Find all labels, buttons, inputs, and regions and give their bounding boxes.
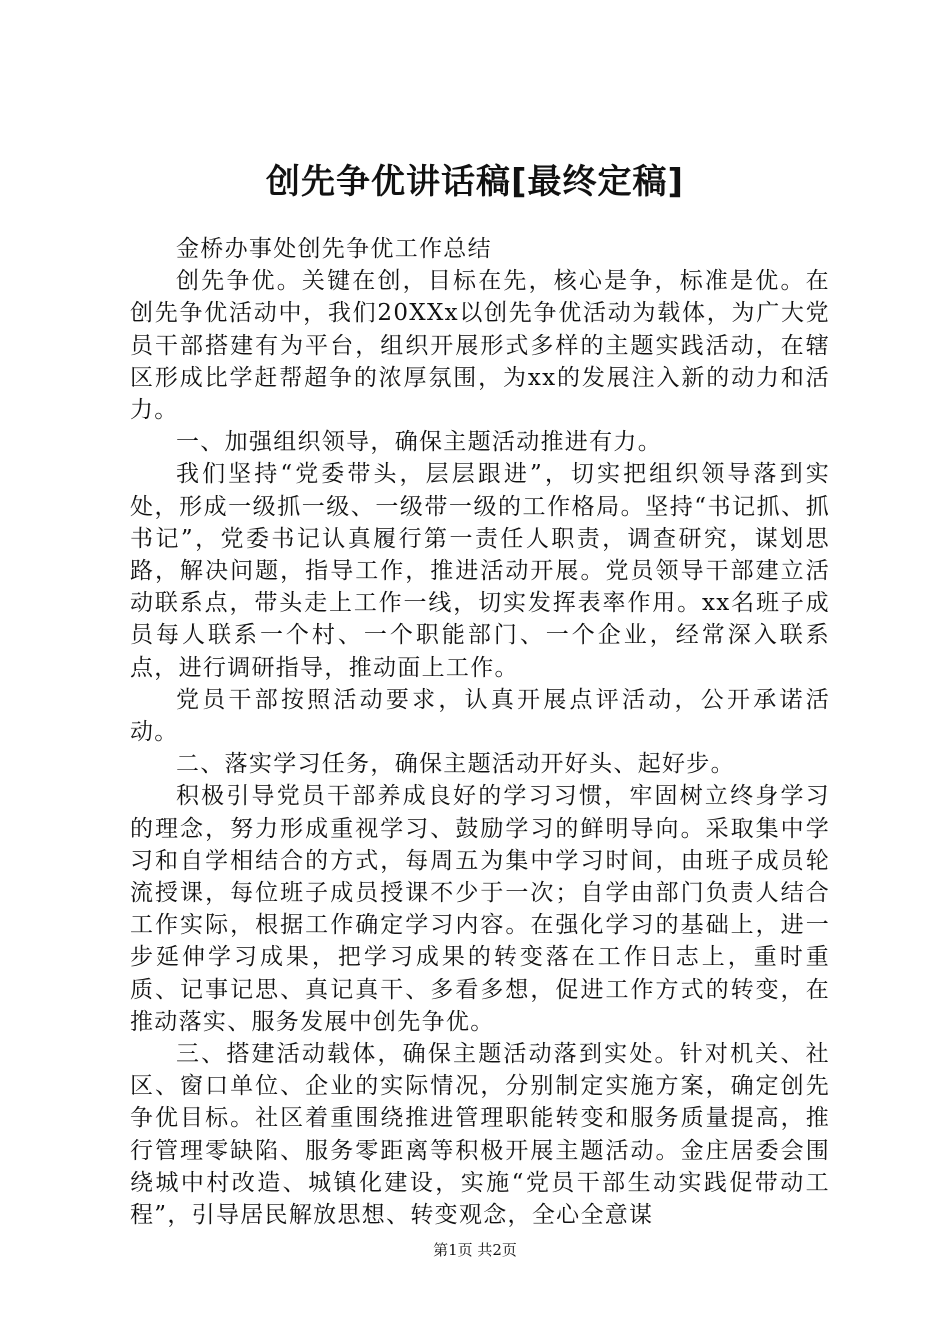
- document-title: 创先争优讲话稿[最终定稿]: [265, 162, 685, 202]
- paragraph-section-2: 积极引导党员干部养成良好的学习习惯，牢固树立终身学习的理念，努力形成重视学习、鼓励学习的鲜明导向。采取集中学习和自学相结合的方式，每周五为集中学习时间，由班子成员轮流授课，每位班子成员授课不少于一次；自学由部门负责人结合工作实际，根据工作确定学习内容。在强化学习的基础上，进一步延伸学习成果，把学习成果的转变落在工作日志上，重时重质、记事记思、真记真干、多看多想，促进工作方式的转变，在推动落实、服务发展中创先争优。: [130, 783, 830, 1035]
- paragraph-intro: 创先争优。关键在创，目标在先，核心是争，标准是优。在创先争优活动中，我们20XXx以创先争优活动为载体，为广大党员干部搭建有为平台，组织开展形式多样的主题实践活动，在辖区形成比学赶帮超争的浓厚氛围，为xx的发展注入新的动力和活力。: [130, 268, 830, 424]
- section-heading-1: 一、加强组织领导，确保主题活动推进有力。: [176, 429, 662, 456]
- page-number-footer: 第1页 共2页: [433, 1241, 517, 1259]
- document-body: [130, 233, 830, 1231]
- paragraph-section-1-extra: 党员干部按照活动要求，认真开展点评活动，公开承诺活动。: [130, 686, 830, 746]
- paragraph-subtitle: 金桥办事处创先争优工作总结: [176, 236, 492, 262]
- paragraph-section-3: 三、搭建活动载体，确保主题活动落到实处。针对机关、社区、窗口单位、企业的实际情况，分别制定实施方案，确定创先争优目标。社区着重围绕推进管理职能转变和服务质量提高，推行管理零缺陷、服务零距离等积极开展主题活动。金庄居委会围绕城中村改造、城镇化建设，实施“党员干部生动实践促带动工程”，引导居民解放思想、转变观念，全心全意谋: [130, 1041, 830, 1229]
- section-heading-2: 二、落实学习任务，确保主题活动开好头、起好步。: [176, 751, 735, 778]
- paragraph-section-1: 我们坚持“党委带头，层层跟进”，切实把组织领导落到实处，形成一级抓一级、一级带一级的工作格局。坚持“书记抓、抓书记”，党委书记认真履行第一责任人职责，调查研究，谋划思路，解决问题，指导工作，推进活动开展。党员领导干部建立活动联系点，带头走上工作一线，切实发挥表率作用。xx名班子成员每人联系一个村、一个职能部门、一个企业，经常深入联系点，进行调研指导，推动面上工作。: [130, 461, 830, 681]
